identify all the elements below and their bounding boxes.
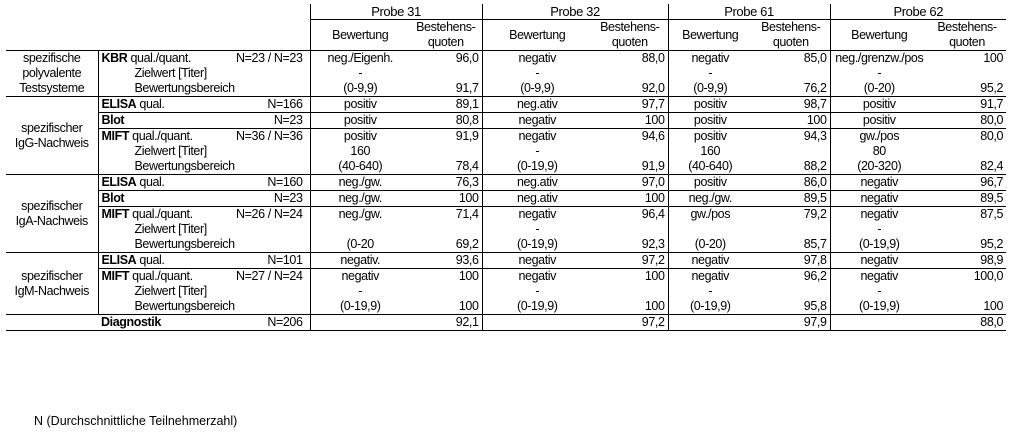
quote-cell: 100 — [410, 299, 482, 315]
rating-cell: neg.ativ — [482, 97, 592, 113]
rating-cell: positiv — [830, 97, 928, 113]
rating-cell: 160 — [700, 144, 721, 158]
table-row — [6, 207, 1006, 223]
quote-cell — [410, 144, 482, 159]
table-row — [6, 299, 1006, 315]
quote-cell — [752, 284, 830, 299]
rating-cell: (0-19,9) — [482, 299, 592, 315]
rating-cell: negativ — [830, 175, 928, 191]
quote-cell: 97,8 — [752, 253, 830, 269]
sample-header: Probe 61 — [668, 4, 830, 20]
rating-cell: - — [877, 222, 882, 236]
quote-cell — [752, 222, 830, 237]
quote-cell: 100 — [592, 191, 668, 207]
rating-cell: negativ — [668, 51, 752, 67]
quote-cell: 71,4 — [410, 207, 482, 223]
rating-cell — [310, 315, 410, 331]
quote-cell: 91,9 — [592, 159, 668, 175]
rating-cell: negativ. — [310, 253, 410, 269]
table-row — [6, 51, 1006, 67]
quote-cell: 100 — [592, 269, 668, 285]
results-table — [6, 4, 1006, 331]
quote-cell: 96,0 — [410, 51, 482, 67]
quote-cell: 86,0 — [752, 175, 830, 191]
quote-cell: 100 — [928, 299, 1006, 315]
rating-cell: (0-19,9) — [482, 237, 592, 253]
rating-cell: (0-9,9) — [482, 81, 592, 97]
header-row-columns — [6, 20, 1006, 51]
test-cell: ELISA qual. N=101 — [98, 253, 310, 269]
rating-cell: 160 — [350, 144, 371, 158]
group-label-igg: spezifischer IgG-Nachweis — [6, 97, 98, 175]
sample-header: Probe 32 — [482, 4, 668, 20]
table-row — [6, 144, 1006, 159]
test-cell: Blot N=23 — [98, 191, 310, 207]
table-row — [6, 113, 1006, 129]
quote-cell: 92,3 — [592, 237, 668, 253]
col-quote: Bestehens- quoten — [592, 20, 668, 51]
quote-cell: 85,0 — [752, 51, 830, 67]
rating-cell — [482, 315, 592, 331]
test-cell: ELISA qual. N=160 — [98, 175, 310, 191]
rating-cell: negativ — [482, 51, 592, 67]
rating-cell: negativ — [482, 207, 592, 223]
rating-cell: gw./pos — [830, 129, 928, 145]
test-cell: ELISA qual. N=166 — [98, 97, 310, 113]
table-row — [6, 237, 1006, 253]
rating-cell: - — [358, 66, 363, 80]
quote-cell: 100 — [410, 269, 482, 285]
quote-cell: 97,0 — [592, 175, 668, 191]
table-row — [6, 97, 1006, 113]
rating-cell: positiv — [310, 97, 410, 113]
rating-cell: neg.ativ — [482, 175, 592, 191]
rating-cell: (0-19,9) — [830, 237, 928, 253]
quote-cell: 79,2 — [752, 207, 830, 223]
rating-cell: negativ — [668, 253, 752, 269]
rating-cell: positiv — [668, 129, 752, 145]
rating-cell: - — [535, 284, 540, 298]
rating-cell: positiv — [310, 129, 410, 145]
quote-cell: 97,2 — [592, 253, 668, 269]
quote-cell: 76,3 — [410, 175, 482, 191]
quote-cell: 97,9 — [752, 315, 830, 331]
rating-cell: - — [708, 284, 713, 298]
rating-cell: (40-640) — [668, 159, 752, 175]
sub-label: Zielwert [Titer] — [98, 66, 310, 81]
rating-cell: negativ — [830, 207, 928, 223]
col-quote: Bestehens- quoten — [410, 20, 482, 51]
rating-cell: (0-20) — [668, 237, 752, 253]
rating-cell: 80 — [872, 144, 886, 158]
table-row — [6, 284, 1006, 299]
rating-cell: negativ — [830, 269, 928, 285]
quote-cell: 80,0 — [928, 113, 1006, 129]
sub-label: Zielwert [Titer] — [98, 144, 310, 159]
table-row — [6, 81, 1006, 97]
rating-cell: (40-640) — [310, 159, 410, 175]
sample-header: Probe 62 — [893, 4, 944, 19]
rating-cell: negativ — [482, 253, 592, 269]
quote-cell: 87,5 — [928, 207, 1006, 223]
rating-cell: gw./pos — [668, 207, 752, 223]
test-cell: Blot N=23 — [98, 113, 310, 129]
test-cell: MIFT qual./quant. N=27 / N=24 — [98, 269, 310, 285]
rating-cell — [830, 315, 928, 331]
col-quote: Bestehens- quoten — [928, 20, 1006, 51]
rating-cell: - — [877, 66, 882, 80]
sub-label: Zielwert [Titer] — [98, 222, 310, 237]
quote-cell — [592, 66, 668, 81]
quote-cell: 78,4 — [410, 159, 482, 175]
quote-cell: 100 — [592, 113, 668, 129]
rating-cell — [668, 315, 752, 331]
quote-cell — [928, 144, 1006, 159]
rating-cell: (0-20) — [830, 81, 928, 97]
quote-cell: 100 — [410, 191, 482, 207]
quote-cell: 88,2 — [752, 159, 830, 175]
table-row — [6, 175, 1006, 191]
sub-label: Bewertungsbereich — [98, 237, 310, 253]
quote-cell: 96,2 — [752, 269, 830, 285]
quote-cell: 91,7 — [410, 81, 482, 97]
rating-cell: - — [708, 66, 713, 80]
sub-label: Bewertungsbereich — [98, 299, 310, 315]
quote-cell: 96,4 — [592, 207, 668, 223]
test-cell: Diagnostik N=206 — [98, 315, 310, 331]
group-label-iga: spezifischer IgA-Nachweis — [6, 175, 98, 253]
quote-cell — [592, 284, 668, 299]
quote-cell: 89,5 — [752, 191, 830, 207]
quote-cell: 88,0 — [592, 51, 668, 67]
rating-cell: neg.ativ — [482, 191, 592, 207]
quote-cell: 95,2 — [928, 81, 1006, 97]
col-bewertung: Bewertung — [830, 20, 928, 51]
quote-cell: 91,9 — [410, 129, 482, 145]
quote-cell: 82,4 — [928, 159, 1006, 175]
quote-cell: 80,0 — [928, 129, 1006, 145]
rating-cell: (0-19,9) — [668, 299, 752, 315]
rating-cell: - — [877, 284, 882, 298]
rating-cell: positiv — [830, 113, 928, 129]
rating-cell: negativ — [830, 191, 928, 207]
quote-cell: 100,0 — [928, 269, 1006, 285]
table-row — [6, 159, 1006, 175]
rating-cell: negativ — [482, 129, 592, 145]
quote-cell: 93,6 — [410, 253, 482, 269]
rating-cell: negativ — [482, 113, 592, 129]
quote-cell: 89,5 — [928, 191, 1006, 207]
quote-cell: 95,8 — [752, 299, 830, 315]
rating-cell: negativ — [830, 253, 928, 269]
quote-cell — [928, 284, 1006, 299]
quote-cell — [752, 144, 830, 159]
col-bewertung: Bewertung — [668, 20, 752, 51]
quote-cell — [592, 144, 668, 159]
col-bewertung: Bewertung — [310, 20, 410, 51]
table-row — [6, 269, 1006, 285]
sample-header: Probe 31 — [310, 4, 482, 20]
footnote: N (Durchschnittliche Teilnehmerzahl) — [34, 414, 238, 428]
quote-cell: 100 — [928, 51, 1006, 67]
quote-cell: 94,3 — [752, 129, 830, 145]
rating-cell: positiv — [668, 97, 752, 113]
rating-cell: (0-20 — [310, 237, 410, 253]
quote-cell: 80,8 — [410, 113, 482, 129]
sub-label: Zielwert [Titer] — [98, 284, 310, 299]
rating-cell: positiv — [668, 113, 752, 129]
quote-cell: 85,7 — [752, 237, 830, 253]
quote-cell: 96,7 — [928, 175, 1006, 191]
table-row — [6, 129, 1006, 145]
quote-cell: 92,0 — [592, 81, 668, 97]
rating-cell: neg./Eigenh. — [310, 51, 410, 67]
quote-cell — [410, 222, 482, 237]
rating-cell: neg./gw. — [310, 175, 410, 191]
quote-cell: 97,2 — [592, 315, 668, 331]
header-row-samples — [6, 4, 1006, 20]
quote-cell: 100 — [752, 113, 830, 129]
rating-cell: - — [535, 222, 540, 236]
quote-cell: 89,1 — [410, 97, 482, 113]
quote-cell — [592, 222, 668, 237]
rating-cell: - — [535, 66, 540, 80]
sub-label: Bewertungsbereich — [98, 81, 310, 97]
rating-cell: (0-9,9) — [310, 81, 410, 97]
rating-cell: (0-19,9) — [482, 159, 592, 175]
rating-cell: - — [535, 144, 540, 158]
quote-cell — [410, 66, 482, 81]
table-row-total — [6, 315, 1006, 331]
rating-cell: positiv — [310, 113, 410, 129]
quote-cell: 91,7 — [928, 97, 1006, 113]
group-label-poly: spezifische polyvalente Testsysteme — [6, 51, 98, 97]
quote-cell: 88,0 — [928, 315, 1006, 331]
quote-cell — [752, 66, 830, 81]
rating-cell: neg./gw. — [310, 191, 410, 207]
quote-cell: 98,9 — [928, 253, 1006, 269]
table-row — [6, 66, 1006, 81]
rating-cell: (0-9,9) — [668, 81, 752, 97]
rating-cell: neg./grenzw./pos — [830, 51, 928, 67]
quote-cell: 100 — [592, 299, 668, 315]
rating-cell — [310, 222, 410, 237]
test-cell: KBR qual./quant. N=23 / N=23 — [98, 51, 310, 67]
quote-cell: 98,7 — [752, 97, 830, 113]
table-body — [6, 4, 1006, 331]
quote-cell: 97,7 — [592, 97, 668, 113]
col-bewertung: Bewertung — [482, 20, 592, 51]
quote-cell: 94,6 — [592, 129, 668, 145]
rating-cell: (0-19,9) — [830, 299, 928, 315]
rating-cell: negativ — [482, 269, 592, 285]
rating-cell: positiv — [668, 175, 752, 191]
rating-cell: (0-19,9) — [310, 299, 410, 315]
rating-cell: - — [358, 284, 363, 298]
quote-cell: 76,2 — [752, 81, 830, 97]
group-label-igm: spezifischer IgM-Nachweis — [6, 253, 98, 315]
quote-cell: 69,2 — [410, 237, 482, 253]
rating-cell — [668, 222, 752, 237]
rating-cell: negativ — [668, 269, 752, 285]
rating-cell: neg./gw. — [668, 191, 752, 207]
table-row — [6, 222, 1006, 237]
table-row — [6, 191, 1006, 207]
quote-cell — [928, 222, 1006, 237]
test-cell: MIFT qual./quant. N=26 / N=24 — [98, 207, 310, 223]
rating-cell: (20-320) — [830, 159, 928, 175]
table-row — [6, 253, 1006, 269]
quote-cell: 92,1 — [410, 315, 482, 331]
rating-cell: negativ — [310, 269, 410, 285]
col-quote: Bestehens- quoten — [752, 20, 830, 51]
test-cell: MIFT qual./quant. N=36 / N=36 — [98, 129, 310, 145]
quote-cell — [410, 284, 482, 299]
quote-cell — [928, 66, 1006, 81]
sub-label: Bewertungsbereich — [98, 159, 310, 175]
rating-cell: neg./gw. — [310, 207, 410, 223]
quote-cell: 95,2 — [928, 237, 1006, 253]
